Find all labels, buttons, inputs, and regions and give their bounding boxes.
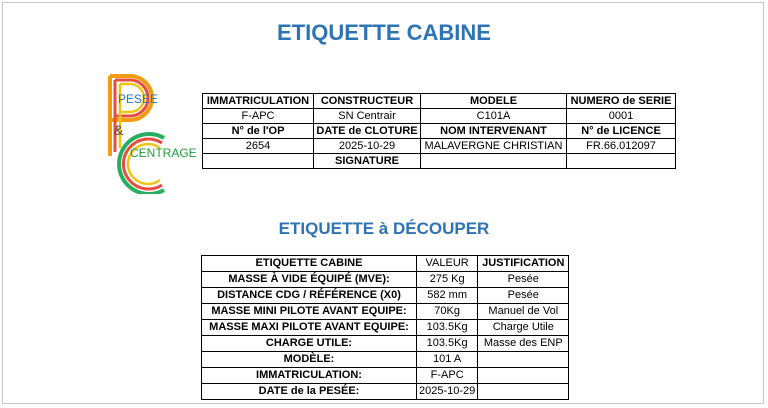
table-row (203, 154, 676, 169)
value-modele: C101A (421, 109, 567, 124)
row-label: MASSE MAXI PILOTE AVANT EQUIPE: (202, 320, 417, 336)
table-row (202, 352, 569, 368)
header-valeur: VALEUR (417, 256, 478, 272)
value-numero-licence: FR.66.012097 (567, 139, 676, 154)
page-title: ETIQUETTE CABINE (277, 20, 491, 45)
value-numero-op: 2654 (203, 139, 314, 154)
row-value: 70Kg (417, 304, 478, 320)
row-label: CHARGE UTILE: (202, 336, 417, 352)
row-label: MODÈLE: (202, 352, 417, 368)
table-row (202, 288, 569, 304)
signature-empty-cell (203, 154, 314, 169)
row-justification (478, 352, 569, 368)
row-justification: Charge Utile (478, 320, 569, 336)
cut-section-title: ETIQUETTE à DÉCOUPER (278, 219, 490, 238)
header-modele: MODELE (421, 94, 567, 109)
table-row (202, 304, 569, 320)
header-date-cloture: DATE de CLOTURE (314, 124, 421, 139)
cut-label-table (201, 255, 569, 400)
header-immatriculation: IMMATRICULATION (203, 94, 314, 109)
value-date-cloture: 2025-10-29 (314, 139, 421, 154)
table-row (203, 94, 676, 109)
table-row (203, 109, 676, 124)
table-row (202, 368, 569, 384)
row-value: 275 Kg (417, 272, 478, 288)
table-row (203, 139, 676, 154)
row-value: F-APC (417, 368, 478, 384)
row-label: DISTANCE CDG / RÉFÉRENCE (X0) (202, 288, 417, 304)
header-numero-licence: N° de LICENCE (567, 124, 676, 139)
row-value: 101 A (417, 352, 478, 368)
row-justification (478, 384, 569, 400)
table-row (202, 336, 569, 352)
header-nom-intervenant: NOM INTERVENANT (421, 124, 567, 139)
table-row (202, 256, 569, 272)
logo-text-pesee: PESEE (118, 92, 159, 106)
logo-ampersand: & (114, 122, 124, 138)
header-etiquette-cabine: ETIQUETTE CABINE (202, 256, 417, 272)
logo-text-centrage: CENTRAGE (130, 146, 197, 160)
row-label: MASSE À VIDE ÉQUIPÉ (MVE): (202, 272, 417, 288)
row-label: IMMATRICULATION: (202, 368, 417, 384)
table-row (203, 124, 676, 139)
header-numero-op: N° de l'OP (203, 124, 314, 139)
row-justification (478, 368, 569, 384)
signature-label: SIGNATURE (314, 154, 421, 169)
row-justification: Pesée (478, 288, 569, 304)
value-immatriculation: F-APC (203, 109, 314, 124)
row-value: 103.5Kg (417, 320, 478, 336)
row-value: 2025-10-29 (417, 384, 478, 400)
info-table (202, 93, 676, 169)
row-label: DATE de la PESÉE: (202, 384, 417, 400)
row-justification: Manuel de Vol (478, 304, 569, 320)
row-justification: Pesée (478, 272, 569, 288)
value-nom-intervenant: MALAVERGNE CHRISTIAN (421, 139, 567, 154)
row-justification: Masse des ENP (478, 336, 569, 352)
row-label: MASSE MINI PILOTE AVANT EQUIPE: (202, 304, 417, 320)
header-numero-serie: NUMERO de SERIE (567, 94, 676, 109)
header-constructeur: CONSTRUCTEUR (314, 94, 421, 109)
signature-field[interactable] (421, 154, 567, 169)
value-constructeur: SN Centrair (314, 109, 421, 124)
row-value: 103.5Kg (417, 336, 478, 352)
value-numero-serie: 0001 (567, 109, 676, 124)
table-row (202, 272, 569, 288)
signature-empty-cell (567, 154, 676, 169)
table-row (202, 320, 569, 336)
row-value: 582 mm (417, 288, 478, 304)
table-row (202, 384, 569, 400)
header-justification: JUSTIFICATION (478, 256, 569, 272)
